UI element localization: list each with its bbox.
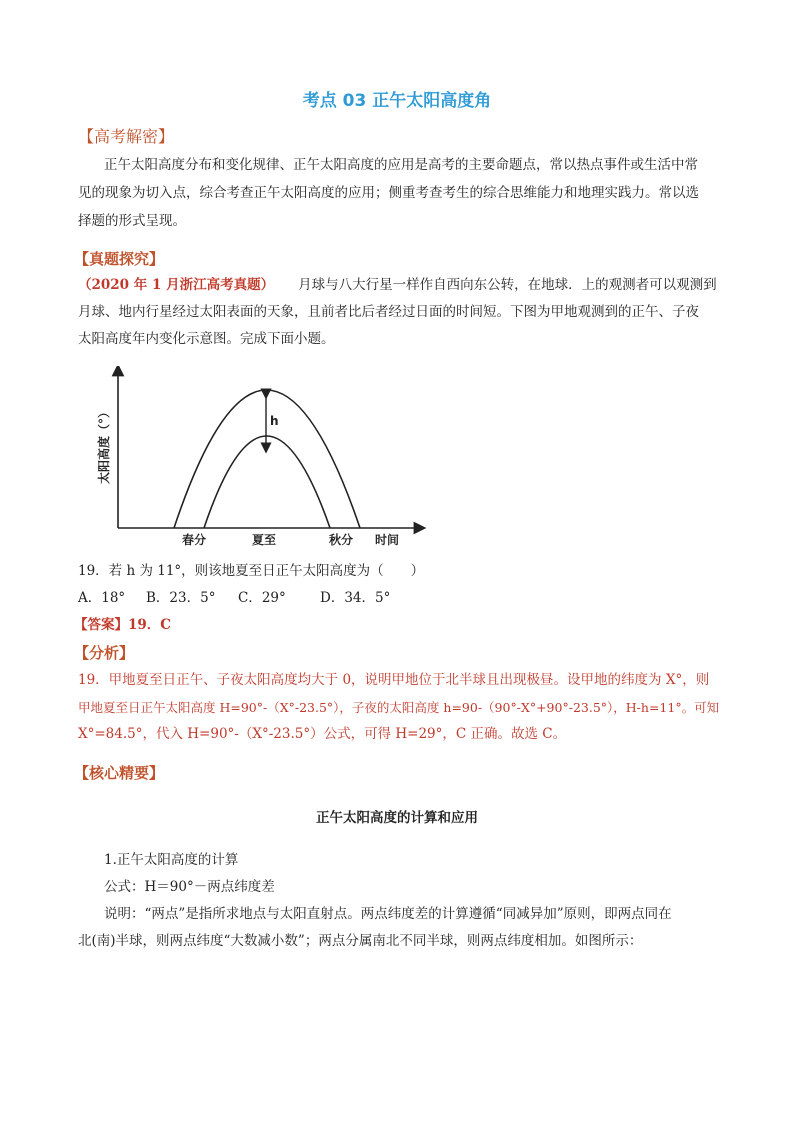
- option-a: A．18°: [78, 590, 126, 606]
- core-subtitle: 正午太阳高度的计算和应用: [316, 810, 478, 826]
- analysis-line-1: 19．甲地夏至日正午、子夜太阳高度均大于 0，说明甲地位于北半球且出现极昼。设甲地的纬度为 X°，则: [78, 672, 710, 688]
- page-title: 考点 03 正午太阳高度角: [302, 91, 492, 111]
- noon-altitude-curve: [174, 390, 360, 528]
- core-note-1: 说明：“两点”是指所求地点与太阳直射点。两点纬度差的计算遵循“同减异加”原则，即两点同在: [104, 906, 672, 922]
- intro-line-1: 正午太阳高度分布和变化规律、正午太阳高度的应用是高考的主要命题点，常以热点事件或生活中常: [104, 157, 698, 173]
- analysis-heading: 【分析】: [74, 644, 135, 662]
- x-axis-label: 时间: [375, 533, 400, 547]
- intro-heading: 【高考解密】: [78, 127, 175, 146]
- x-tick-autumn: 秋分: [329, 533, 354, 547]
- x-tick-spring: 春分: [182, 533, 207, 547]
- question-stem: 19．若 h 为 11°，则该地夏至日正午太阳高度为（ ）: [78, 563, 425, 579]
- answer-label: 【答案】19．C: [74, 617, 172, 633]
- analysis-line-2: 甲地夏至日正午太阳高度 H=90°-（X°-23.5°），子夜的太阳高度 h=90-（90°-X°+90°-23.5°），H-h=11°。可知: [78, 700, 720, 715]
- x-tick-summer: 夏至: [252, 533, 277, 547]
- option-c: C．29°: [238, 590, 286, 606]
- y-axis-label: 太阳高度（°）: [97, 405, 111, 484]
- exam-line-2: 月球、地内行星经过太阳表面的天象，且前者比后者经过日面的时间短。下图为甲地观测到的正午、子夜: [78, 304, 699, 320]
- exam-heading: 【真题探究】: [74, 250, 165, 268]
- option-d: D．34．5°: [320, 590, 391, 606]
- option-b: B．23．5°: [146, 590, 216, 606]
- core-heading: 【核心精要】: [74, 764, 165, 782]
- solar-altitude-chart: [88, 366, 428, 552]
- exam-line-3: 太阳高度年内变化示意图。完成下面小题。: [78, 331, 335, 347]
- core-formula: 公式：H＝90°－两点纬度差: [104, 879, 275, 895]
- exam-line-1-text: 月球与八大行星一样作自西向东公转，在地球．上的观测者可以观测到: [298, 277, 717, 293]
- exam-line-1: [78, 272, 717, 299]
- exam-source: （2020 年 1 月浙江高考真题）: [78, 277, 275, 293]
- analysis-line-3: X°=84.5°，代入 H=90°-（X°-23.5°）公式，可得 H=29°，C 正确。故选 C。: [78, 726, 567, 742]
- intro-line-3: 择题的形式呈现。: [78, 213, 186, 229]
- core-note-2: 北(南)半球，则两点纬度“大数减小数”；两点分属南北不同半球，则两点纬度相加。如图所示：: [78, 933, 643, 949]
- h-label: h: [270, 414, 279, 428]
- core-item-1: 1.正午太阳高度的计算: [104, 852, 239, 868]
- intro-line-2: 见的现象为切入点，综合考查正午太阳高度的应用；侧重考查考生的综合思维能力和地理实践力。常以选: [78, 185, 699, 201]
- midnight-altitude-curve: [204, 436, 330, 528]
